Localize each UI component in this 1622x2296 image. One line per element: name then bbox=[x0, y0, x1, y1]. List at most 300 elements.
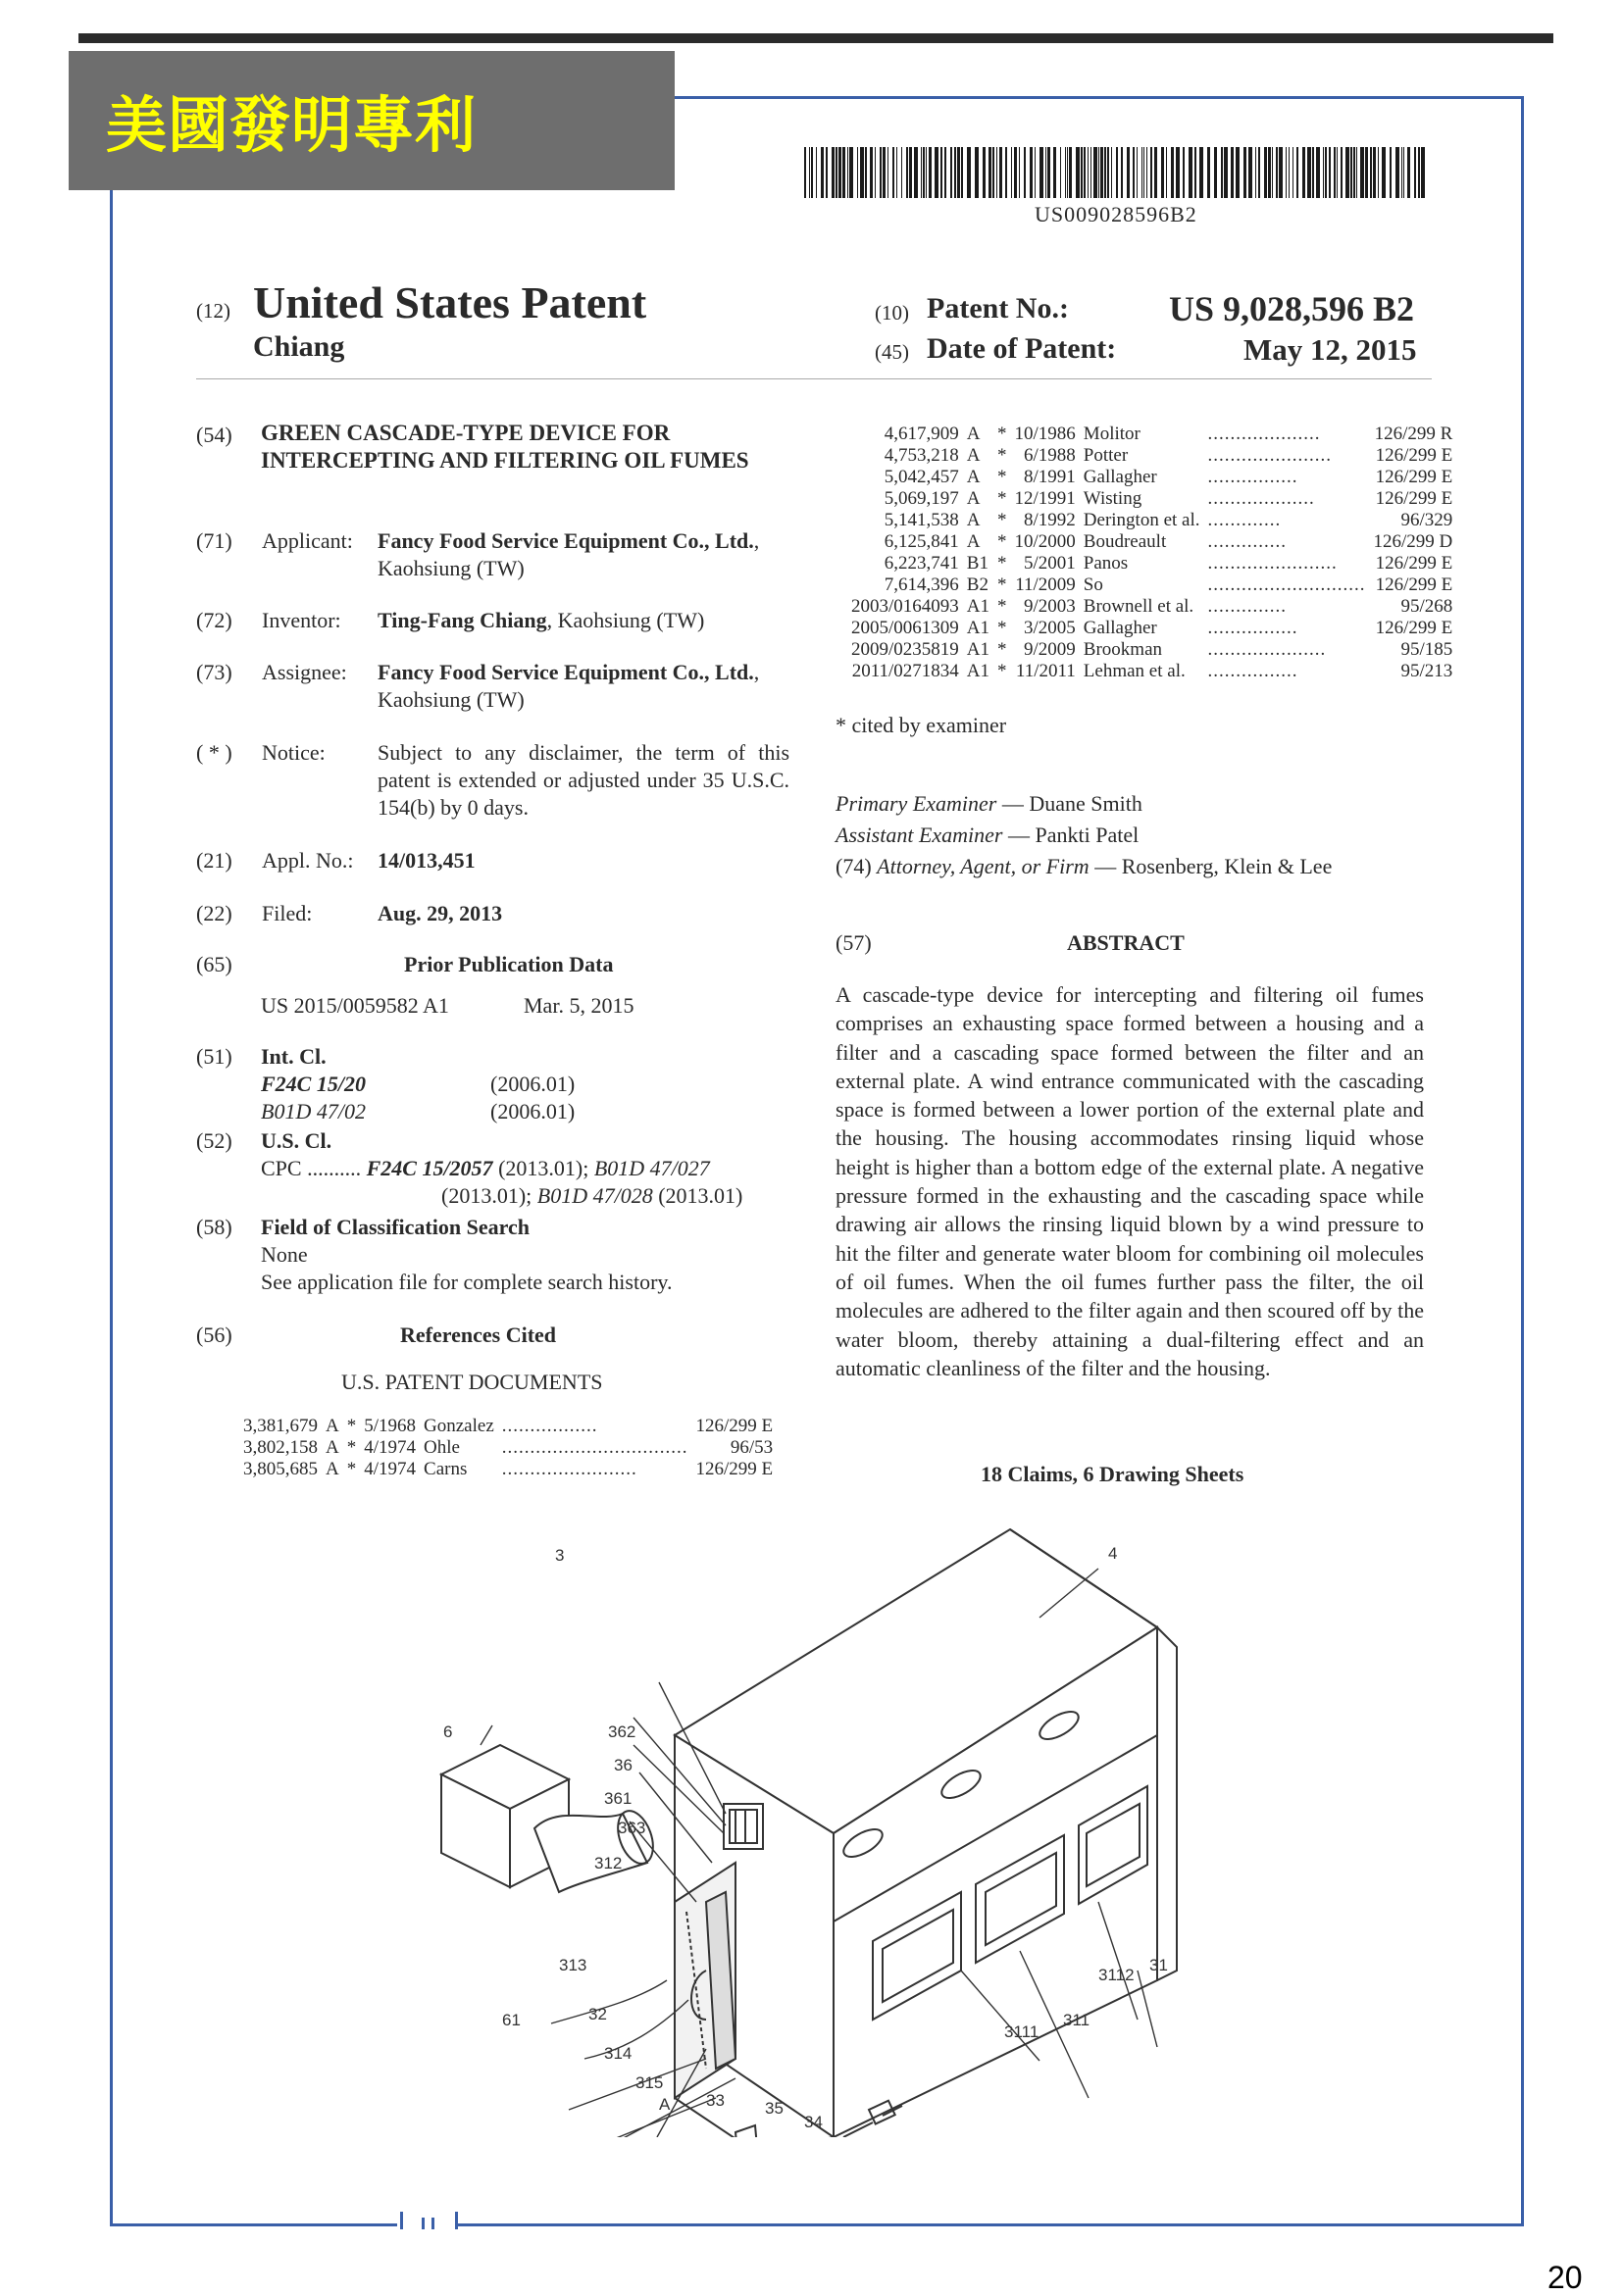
code-22: (22) bbox=[196, 901, 232, 925]
cpc-line-2 bbox=[441, 1182, 742, 1210]
barcode-bar bbox=[1053, 147, 1056, 198]
right-ref-row bbox=[847, 467, 1456, 488]
barcode-bar bbox=[992, 147, 994, 198]
barcode-bar bbox=[1378, 147, 1379, 198]
right-ref-date: 8/1992 bbox=[1024, 510, 1076, 530]
right-ref-star: * bbox=[997, 531, 1007, 552]
patent-title: United States Patent bbox=[253, 277, 647, 327]
right-ref-name: Brookman bbox=[1083, 639, 1163, 660]
label-3: 3 bbox=[555, 1546, 565, 1565]
right-ref-star: * bbox=[997, 553, 1007, 574]
barcode-bar bbox=[875, 147, 876, 198]
header-separator bbox=[196, 378, 1432, 379]
barcode-bar bbox=[1286, 147, 1287, 198]
barcode-bar bbox=[1127, 147, 1130, 198]
left-ref-kind: A bbox=[326, 1459, 339, 1479]
barcode-bar bbox=[883, 147, 886, 198]
banner-title: 美國發明專利 bbox=[106, 89, 478, 161]
right-ref-row bbox=[847, 553, 1456, 574]
left-ref-row bbox=[239, 1437, 777, 1459]
barcode-bar bbox=[1019, 147, 1020, 198]
barcode-bar bbox=[957, 147, 960, 198]
right-ref-date: 5/2001 bbox=[1024, 553, 1076, 574]
right-ref-dots: ..................... bbox=[1207, 639, 1327, 660]
left-ref-no: 3,381,679 bbox=[243, 1416, 318, 1436]
right-ref-name: Lehman et al. bbox=[1083, 661, 1186, 681]
right-ref-star: * bbox=[997, 596, 1007, 617]
barcode-bar bbox=[865, 147, 867, 198]
right-ref-name: Panos bbox=[1083, 553, 1129, 574]
barcode-bar bbox=[1272, 147, 1273, 198]
barcode bbox=[804, 147, 1432, 198]
barcode-bar bbox=[1382, 147, 1386, 198]
left-ref-cls: 126/299 E bbox=[695, 1459, 774, 1479]
barcode-bar bbox=[940, 147, 942, 198]
notice-text: Subject to any disclaimer, the term of this patent is extended or adjusted under 35 U.S.C. 154(b) by 0 days. bbox=[378, 740, 789, 820]
barcode-bar bbox=[1065, 147, 1066, 198]
label-33: 33 bbox=[706, 2091, 725, 2110]
label-312: 312 bbox=[594, 1854, 623, 1872]
barcode-bar bbox=[1081, 147, 1083, 198]
left-ref-row bbox=[239, 1459, 777, 1480]
barcode-bar bbox=[1024, 147, 1026, 198]
barcode-bar bbox=[821, 147, 824, 198]
barcode-bar bbox=[816, 147, 817, 198]
prior-pub-heading: Prior Publication Data bbox=[404, 952, 614, 976]
right-ref-star: * bbox=[997, 661, 1007, 681]
right-ref-cls: 126/299 E bbox=[1375, 467, 1453, 487]
label-36: 36 bbox=[614, 1756, 633, 1774]
left-ref-kind: A bbox=[326, 1437, 339, 1458]
left-ref-cls: 96/53 bbox=[730, 1437, 774, 1458]
inventor-value bbox=[378, 607, 809, 634]
code-45: (45) bbox=[875, 340, 909, 364]
abstract-text: A cascade-type device for intercepting and filtering oil fumes comprises an exhausting space formed between a housing and a filter and a cascading space formed between the filter and an external plate. A wind entrance communicated with the cascading space is formed between a lower portion of the external plate and the housing. The housing accommodates rinsing liquid whose height is higher than a bottom edge of the external plate. A negative pressure formed in the exhausting and the cascading space while drawing air allows the rinsing liquid blown by a wind pressure to hit the filter and generate water bloom for combining oil molecules of oil fumes. When the oil fumes further pass the filter, the oil molecules are adhered to the filter again and then scoured off by the water bloom, thereby attaining a dual-filtering effect and an automatic cleanliness of the filter and the housing. bbox=[836, 982, 1424, 1380]
right-ref-name: Derington et al. bbox=[1083, 510, 1200, 530]
right-ref-kind: A bbox=[966, 445, 981, 466]
right-ref-kind: A bbox=[966, 531, 981, 552]
barcode-bar bbox=[1289, 147, 1290, 198]
assignee-name: Fancy Food Service Equipment Co., Ltd. bbox=[378, 660, 754, 684]
left-ref-no: 3,802,158 bbox=[243, 1437, 318, 1458]
right-references-table bbox=[847, 424, 1456, 682]
barcode-bar bbox=[1365, 147, 1368, 198]
notice-label: Notice: bbox=[262, 740, 326, 765]
barcode-bar bbox=[1243, 147, 1246, 198]
barcode-bar bbox=[967, 147, 971, 198]
barcode-bar bbox=[847, 147, 848, 198]
barcode-bar bbox=[1221, 147, 1223, 198]
code-58: (58) bbox=[196, 1215, 232, 1239]
barcode-bar bbox=[961, 147, 963, 198]
assignee-value bbox=[378, 659, 789, 714]
left-ref-star: * bbox=[346, 1416, 357, 1436]
barcode-bar bbox=[983, 147, 986, 198]
right-ref-kind: B1 bbox=[966, 553, 988, 574]
barcode-bar bbox=[1039, 147, 1043, 198]
barcode-bar bbox=[1194, 147, 1196, 198]
barcode-bar bbox=[950, 147, 952, 198]
right-ref-dots: ............. bbox=[1207, 510, 1282, 530]
label-4: 4 bbox=[1108, 1544, 1118, 1563]
barcode-bar bbox=[996, 147, 997, 198]
right-ref-kind: A bbox=[966, 467, 981, 487]
label-3111: 3111 bbox=[1004, 2022, 1039, 2041]
barcode-number: US009028596B2 bbox=[1035, 202, 1197, 226]
assignee-location: , Kaohsiung (TW) bbox=[378, 660, 760, 712]
right-ref-dots: ................ bbox=[1207, 467, 1298, 487]
right-ref-date: 9/2003 bbox=[1024, 596, 1076, 617]
primary-examiner-label: Primary Examiner bbox=[836, 791, 997, 816]
barcode-bar bbox=[926, 147, 927, 198]
label-A: A bbox=[659, 2095, 671, 2114]
barcode-bar bbox=[1076, 147, 1080, 198]
right-ref-cls: 96/329 bbox=[1400, 510, 1453, 530]
barcode-bar bbox=[1088, 147, 1089, 198]
right-ref-no: 4,753,218 bbox=[884, 445, 959, 466]
prior-pub-number: US 2015/0059582 A1 bbox=[261, 993, 449, 1018]
barcode-bar bbox=[1370, 147, 1372, 198]
left-references-table bbox=[239, 1416, 777, 1480]
right-ref-star: * bbox=[997, 618, 1007, 638]
applicant-location: , Kaohsiung (TW) bbox=[378, 528, 760, 580]
cpc-class-1: F24C 15/2057 bbox=[366, 1156, 493, 1180]
barcode-bar bbox=[1316, 147, 1320, 198]
right-ref-cls: 126/299 D bbox=[1373, 531, 1453, 552]
left-ref-no: 3,805,685 bbox=[243, 1459, 318, 1479]
right-ref-kind: B2 bbox=[966, 574, 988, 595]
cpc-dots: .......... bbox=[307, 1156, 362, 1180]
barcode-bar bbox=[1161, 147, 1164, 198]
barcode-bar bbox=[1258, 147, 1260, 198]
barcode-bar bbox=[909, 147, 912, 198]
left-ref-date: 4/1974 bbox=[364, 1459, 417, 1479]
barcode-bar bbox=[1279, 147, 1283, 198]
label-6: 6 bbox=[443, 1722, 453, 1741]
label-31: 31 bbox=[1149, 1956, 1168, 1974]
right-ref-row bbox=[847, 510, 1456, 531]
inventor-surname: Chiang bbox=[253, 330, 345, 363]
barcode-bar bbox=[1146, 147, 1147, 198]
right-ref-kind: A1 bbox=[966, 618, 990, 638]
int-cl-2: B01D 47/02 bbox=[261, 1099, 366, 1123]
barcode-bar bbox=[1214, 147, 1217, 198]
right-ref-cls: 95/213 bbox=[1400, 661, 1453, 681]
label-315: 315 bbox=[635, 2073, 664, 2092]
right-ref-cls: 126/299 R bbox=[1374, 424, 1453, 444]
barcode-bar bbox=[1150, 147, 1152, 198]
code-54: (54) bbox=[196, 423, 232, 447]
barcode-bar bbox=[1407, 147, 1410, 198]
right-ref-name: Potter bbox=[1083, 445, 1129, 466]
us-cl-heading: U.S. Cl. bbox=[261, 1128, 332, 1153]
abstract-heading: ABSTRACT bbox=[1067, 930, 1185, 955]
barcode-bar bbox=[1111, 147, 1112, 198]
right-ref-dots: .............. bbox=[1207, 531, 1288, 552]
code-65: (65) bbox=[196, 952, 232, 976]
left-ref-cls: 126/299 E bbox=[695, 1416, 774, 1436]
barcode-bar bbox=[887, 147, 888, 198]
cpc-line-1 bbox=[261, 1155, 710, 1182]
frame-tick bbox=[455, 2212, 458, 2229]
barcode-bar bbox=[1329, 147, 1331, 198]
label-3112: 3112 bbox=[1098, 1966, 1135, 1984]
left-ref-name: Gonzalez bbox=[424, 1416, 494, 1436]
top-rule bbox=[78, 33, 1553, 43]
barcode-bar bbox=[870, 147, 873, 198]
applicant-value bbox=[378, 527, 789, 582]
right-ref-cls: 126/299 E bbox=[1375, 618, 1453, 638]
barcode-bar bbox=[1005, 147, 1007, 198]
left-ref-row bbox=[239, 1416, 777, 1437]
primary-examiner bbox=[836, 790, 1142, 818]
right-ref-dots: ................ bbox=[1207, 618, 1298, 638]
barcode-bar bbox=[975, 147, 979, 198]
right-ref-kind: A bbox=[966, 424, 981, 444]
right-ref-no: 2003/0164093 bbox=[851, 596, 959, 617]
refs-heading: References Cited bbox=[400, 1323, 557, 1347]
barcode-bar bbox=[999, 147, 1002, 198]
barcode-bar bbox=[1100, 147, 1103, 198]
housing-front bbox=[834, 1627, 1157, 2137]
right-ref-date: 10/1986 bbox=[1014, 424, 1076, 444]
cited-note: * cited by examiner bbox=[836, 713, 1007, 737]
right-ref-star: * bbox=[997, 445, 1007, 466]
barcode-bar bbox=[1312, 147, 1314, 198]
barcode-bar bbox=[1154, 147, 1157, 198]
assistant-examiner bbox=[836, 822, 1139, 849]
inventor-label: Inventor: bbox=[262, 608, 341, 632]
barcode-bar bbox=[1047, 147, 1050, 198]
date-label: Date of Patent: bbox=[927, 332, 1117, 365]
right-ref-date: 11/2011 bbox=[1015, 661, 1076, 681]
barcode-bar bbox=[1264, 147, 1267, 198]
right-ref-row bbox=[847, 424, 1456, 445]
barcode-bar bbox=[1090, 147, 1091, 198]
barcode-bar bbox=[1137, 147, 1138, 198]
barcode-bar bbox=[1325, 147, 1327, 198]
barcode-bar bbox=[1356, 147, 1357, 198]
right-ref-dots: ................... bbox=[1207, 488, 1315, 509]
code-71: (71) bbox=[196, 528, 232, 553]
barcode-bar bbox=[923, 147, 925, 198]
right-ref-name: Wisting bbox=[1083, 488, 1142, 509]
cpc-version-1: (2013.01); bbox=[492, 1156, 594, 1180]
label-363: 363 bbox=[618, 1819, 646, 1837]
frame-tick bbox=[431, 2218, 434, 2229]
right-ref-name: So bbox=[1083, 574, 1103, 595]
barcode-bar bbox=[849, 147, 853, 198]
right-ref-dots: .............. bbox=[1207, 596, 1288, 617]
code-10: (10) bbox=[875, 301, 909, 324]
right-ref-name: Boudreault bbox=[1083, 531, 1167, 552]
barcode-bar bbox=[901, 147, 902, 198]
barcode-bar bbox=[1414, 147, 1416, 198]
applicant-name: Fancy Food Service Equipment Co., Ltd. bbox=[378, 528, 754, 553]
barcode-bar bbox=[1337, 147, 1338, 198]
right-ref-kind: A1 bbox=[966, 639, 990, 660]
barcode-bar bbox=[921, 147, 922, 198]
applicant-label: Applicant: bbox=[262, 528, 353, 553]
filed-value: Aug. 29, 2013 bbox=[378, 901, 503, 925]
barcode-bar bbox=[1373, 147, 1376, 198]
barcode-bar bbox=[842, 147, 845, 198]
right-ref-cls: 95/268 bbox=[1400, 596, 1453, 617]
right-ref-dots: ....................... bbox=[1207, 553, 1338, 574]
label-61: 61 bbox=[502, 2011, 521, 2029]
left-ref-dots: ................................. bbox=[501, 1437, 688, 1458]
attorney-label: Attorney, Agent, or Firm bbox=[877, 854, 1090, 878]
assistant-examiner-name: — Pankti Patel bbox=[1002, 823, 1140, 847]
cpc-version-3: (2013.01) bbox=[652, 1183, 743, 1208]
barcode-bar bbox=[1350, 147, 1352, 198]
int-cl-1: F24C 15/20 bbox=[261, 1072, 366, 1096]
right-ref-row bbox=[847, 639, 1456, 661]
field-search-note: See application file for complete search history. bbox=[261, 1270, 673, 1294]
inventor-name: Ting-Fang Chiang bbox=[378, 608, 547, 632]
barcode-bar bbox=[1143, 147, 1144, 198]
code-51: (51) bbox=[196, 1044, 232, 1069]
right-ref-row bbox=[847, 618, 1456, 639]
appl-no-value: 14/013,451 bbox=[378, 848, 476, 873]
barcode-bar bbox=[896, 147, 897, 198]
barcode-bar bbox=[1014, 147, 1017, 198]
cpc-label: CPC bbox=[261, 1156, 302, 1180]
right-ref-star: * bbox=[997, 510, 1007, 530]
right-ref-cls: 126/299 E bbox=[1375, 553, 1453, 574]
barcode-bar bbox=[944, 147, 946, 198]
filed-label: Filed: bbox=[262, 901, 313, 925]
label-34: 34 bbox=[804, 2113, 823, 2131]
right-ref-date: 10/2000 bbox=[1014, 531, 1076, 552]
barcode-bar bbox=[935, 147, 938, 198]
code-74: (74) bbox=[836, 854, 872, 878]
inventor-location: , Kaohsiung (TW) bbox=[546, 608, 705, 632]
barcode-bar bbox=[1224, 147, 1228, 198]
barcode-bar bbox=[857, 147, 858, 198]
barcode-bar bbox=[1307, 147, 1311, 198]
barcode-bar bbox=[1418, 147, 1420, 198]
label-314: 314 bbox=[604, 2044, 633, 2063]
label-35: 35 bbox=[765, 2099, 784, 2118]
barcode-bar bbox=[1323, 147, 1324, 198]
right-ref-no: 5,141,538 bbox=[884, 510, 959, 530]
field-search-heading: Field of Classification Search bbox=[261, 1215, 530, 1239]
assistant-examiner-label: Assistant Examiner bbox=[836, 823, 1003, 847]
right-ref-row bbox=[847, 574, 1456, 596]
prior-pub-date: Mar. 5, 2015 bbox=[524, 993, 634, 1018]
barcode-bar bbox=[988, 147, 991, 198]
left-ref-date: 4/1974 bbox=[364, 1437, 417, 1458]
barcode-bar bbox=[1353, 147, 1355, 198]
barcode-bar bbox=[880, 147, 882, 198]
attorney-name: — Rosenberg, Klein & Lee bbox=[1089, 854, 1333, 878]
date-value: May 12, 2015 bbox=[1243, 332, 1417, 367]
frame-left bbox=[110, 190, 113, 2226]
appl-no-label: Appl. No.: bbox=[262, 848, 354, 873]
barcode-bar bbox=[1107, 147, 1109, 198]
right-ref-star: * bbox=[997, 467, 1007, 487]
barcode-bar bbox=[1069, 147, 1072, 198]
right-ref-dots: .................... bbox=[1207, 424, 1321, 444]
barcode-bar bbox=[1345, 147, 1349, 198]
barcode-bar bbox=[1093, 147, 1097, 198]
barcode-bar bbox=[826, 147, 828, 198]
barcode-bar bbox=[1166, 147, 1167, 198]
right-ref-date: 12/1991 bbox=[1014, 488, 1076, 509]
frame-tick bbox=[422, 2218, 425, 2229]
code-21: (21) bbox=[196, 848, 232, 873]
code-52: (52) bbox=[196, 1128, 232, 1153]
barcode-bar bbox=[1334, 147, 1336, 198]
assignee-label: Assignee: bbox=[262, 660, 347, 684]
barcode-bar bbox=[1121, 147, 1123, 198]
right-ref-row bbox=[847, 661, 1456, 682]
primary-examiner-name: — Duane Smith bbox=[996, 791, 1142, 816]
frame-right bbox=[1521, 96, 1524, 2226]
barcode-bar bbox=[1035, 147, 1036, 198]
barcode-bar bbox=[811, 147, 813, 198]
barcode-bar bbox=[838, 147, 841, 198]
code-56: (56) bbox=[196, 1323, 232, 1347]
right-ref-star: * bbox=[997, 424, 1007, 444]
right-ref-name: Gallagher bbox=[1083, 467, 1157, 487]
right-ref-kind: A1 bbox=[966, 596, 990, 617]
us-patent-docs-heading: U.S. PATENT DOCUMENTS bbox=[341, 1370, 603, 1394]
barcode-bar bbox=[832, 147, 835, 198]
right-ref-row bbox=[847, 488, 1456, 510]
barcode-bar bbox=[860, 147, 864, 198]
code-12: (12) bbox=[196, 299, 230, 323]
right-ref-no: 5,069,197 bbox=[884, 488, 959, 509]
right-ref-dots: ................ bbox=[1207, 661, 1298, 681]
barcode-bar bbox=[914, 147, 918, 198]
invention-title: GREEN CASCADE-TYPE DEVICE FOR INTERCEPTING AND FILTERING OIL FUMES bbox=[261, 421, 749, 473]
patent-no-label: Patent No.: bbox=[927, 292, 1069, 324]
right-ref-no: 2011/0271834 bbox=[851, 661, 959, 681]
right-ref-star: * bbox=[997, 639, 1007, 660]
barcode-bar bbox=[1341, 147, 1343, 198]
right-ref-no: 5,042,457 bbox=[884, 467, 959, 487]
barcode-bar bbox=[1248, 147, 1252, 198]
int-cl-2-version: (2006.01) bbox=[490, 1099, 576, 1123]
barcode-bar bbox=[1067, 147, 1068, 198]
barcode-bar bbox=[1255, 147, 1256, 198]
right-ref-cls: 126/299 E bbox=[1375, 574, 1453, 595]
right-ref-kind: A bbox=[966, 488, 981, 509]
left-ref-kind: A bbox=[326, 1416, 339, 1436]
page-number: 20 bbox=[1547, 2260, 1583, 2295]
right-ref-no: 7,614,396 bbox=[884, 574, 959, 595]
right-ref-name: Gallagher bbox=[1083, 618, 1157, 638]
barcode-bar bbox=[1141, 147, 1142, 198]
barcode-bar bbox=[1171, 147, 1174, 198]
barcode-bar bbox=[1189, 147, 1192, 198]
barcode-bar bbox=[1045, 147, 1046, 198]
right-ref-dots: ............................ bbox=[1207, 574, 1366, 595]
attorney bbox=[836, 853, 1332, 880]
label-362: 362 bbox=[608, 1722, 636, 1741]
right-ref-cls: 126/299 E bbox=[1375, 445, 1453, 466]
frame-tick bbox=[400, 2212, 403, 2229]
label-361: 361 bbox=[604, 1789, 633, 1808]
left-ref-star: * bbox=[346, 1459, 357, 1479]
barcode-bar bbox=[804, 147, 806, 198]
barcode-bar bbox=[1104, 147, 1106, 198]
barcode-bar bbox=[1268, 147, 1271, 198]
barcode-bar bbox=[1183, 147, 1185, 198]
barcode-bar bbox=[1199, 147, 1203, 198]
